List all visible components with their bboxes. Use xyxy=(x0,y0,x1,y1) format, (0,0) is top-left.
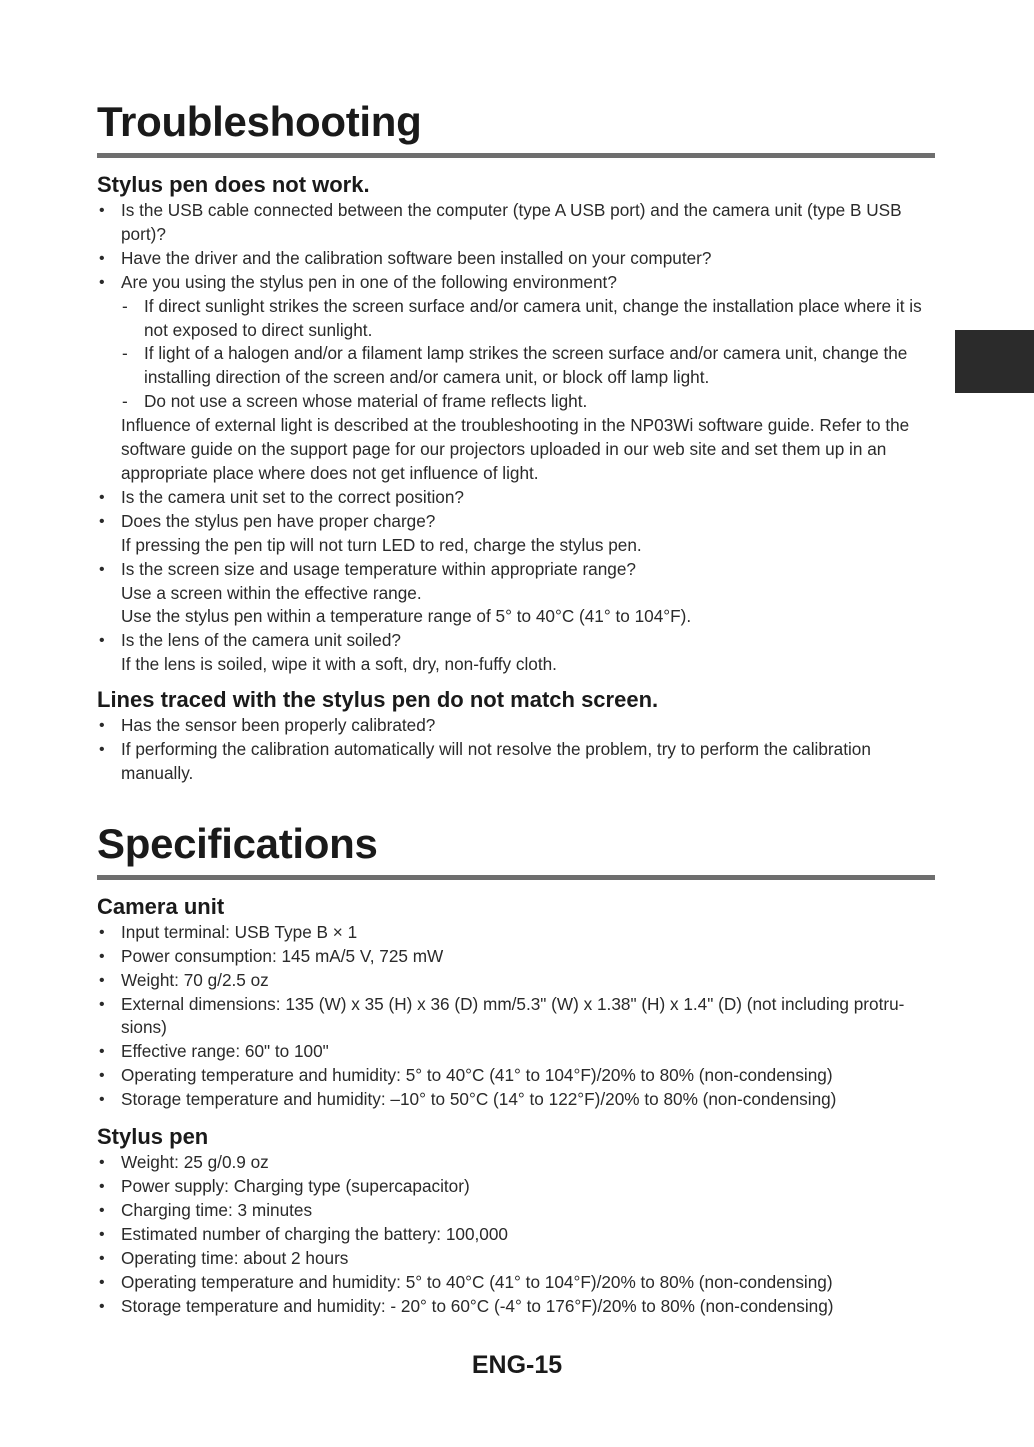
chapter-tab xyxy=(955,330,1034,393)
troubleshooting-title: Troubleshooting xyxy=(97,98,422,145)
list-item: • Input terminal: USB Type B × 1 xyxy=(97,921,935,945)
list-item: • Storage temperature and humidity: –10° to 50°C (14° to 122°F)/20% to 80% (non-condensing) xyxy=(97,1088,935,1112)
position-question: Is the camera unit set to the correct position? xyxy=(121,486,464,507)
list-item: • Charging time: 3 minutes xyxy=(97,1199,935,1223)
environment-list xyxy=(97,295,935,415)
stylus-pen-list xyxy=(97,1151,935,1318)
lens-question: • Is the lens of the camera unit soiled? xyxy=(121,630,401,651)
list-item: • Effective range: 60" to 100" xyxy=(97,1040,935,1064)
list-item xyxy=(97,558,935,630)
list-item xyxy=(97,486,935,510)
stylus-check-list xyxy=(97,486,935,677)
screen-answer-range: Use a screen within the effective range. xyxy=(121,582,422,603)
list-item: • Storage temperature and humidity: - 20° to 60°C (-4° to 176°F)/20% to 80% (non-condensing) xyxy=(97,1295,935,1319)
list-item xyxy=(97,629,935,677)
list-item: • Weight: 25 g/0.9 oz xyxy=(97,1151,935,1175)
list-item: - Do not use a screen whose material of frame reflects light. xyxy=(121,390,935,414)
environment-note: Influence of external light is described at the troubleshooting in the NP03Wi software guide. Refer to the software guide on the support page for our projectors uploaded in our web site and set them up in an appropriate place where does not get influence of light. xyxy=(121,415,910,483)
list-item: - If direct sunlight strikes the screen surface and/or camera unit, change the installation place where it is not exposed to direct sunlight. xyxy=(121,295,935,343)
list-item: • Estimated number of charging the battery: 100,000 xyxy=(97,1223,935,1247)
list-item xyxy=(97,510,935,558)
charge-answer: If pressing the pen tip will not turn LED to red, charge the stylus pen. xyxy=(121,534,642,555)
list-item: • Are you using the stylus pen in one of the following environment? xyxy=(97,271,935,295)
charge-question: • Does the stylus pen have proper charge? xyxy=(121,510,436,531)
screen-answer-temperature: Use the stylus pen within a temperature range of 5° to 40°C (41° to 104°F). xyxy=(121,606,692,627)
title-rule xyxy=(97,875,935,880)
list-item: • External dimensions: 135 (W) x 35 (H) x 36 (D) mm/5.3" (W) x 1.38" (H) x 1.4" (D) (not including protru-sions) xyxy=(97,993,935,1041)
specifications-title: Specifications xyxy=(97,819,378,867)
camera-unit-list xyxy=(97,921,935,1112)
title-rule xyxy=(97,153,935,158)
lines-not-match-list xyxy=(97,714,935,786)
list-item: • Have the driver and the calibration software been installed on your computer? xyxy=(97,247,935,271)
list-item: • Operating time: about 2 hours xyxy=(97,1247,935,1271)
list-item: • Has the sensor been properly calibrated? xyxy=(97,714,935,738)
lines-not-match-heading: Lines traced with the stylus pen do not match screen. xyxy=(97,687,659,713)
list-item: • Operating temperature and humidity: 5° to 40°C (41° to 104°F)/20% to 80% (non-condensing) xyxy=(97,1271,935,1295)
list-item: - If light of a halogen and/or a filament lamp strikes the screen surface and/or camera unit, change the installing direction of the screen and/or camera unit, or block off lamp light. xyxy=(121,342,935,390)
camera-unit-heading: Camera unit xyxy=(97,893,225,919)
page-number: ENG-15 xyxy=(471,1351,563,1379)
lens-answer: If the lens is soiled, wipe it with a soft, dry, non-fuffy cloth. xyxy=(121,654,557,675)
list-item: • Weight: 70 g/2.5 oz xyxy=(97,969,935,993)
list-item: • Operating temperature and humidity: 5° to 40°C (41° to 104°F)/20% to 80% (non-condensing) xyxy=(97,1064,935,1088)
list-item: • Power consumption: 145 mA/5 V, 725 mW xyxy=(97,945,935,969)
stylus-pen-heading: Stylus pen xyxy=(97,1124,209,1150)
stylus-not-work-list xyxy=(97,199,935,295)
screen-question: • Is the screen size and usage temperature within appropriate range? xyxy=(121,558,636,579)
list-item: • Power supply: Charging type (supercapacitor) xyxy=(97,1175,935,1199)
stylus-not-work-heading: Stylus pen does not work. xyxy=(97,172,370,197)
list-item: • If performing the calibration automatically will not resolve the problem, try to perform the calibration manually. xyxy=(97,738,935,786)
page-content xyxy=(97,96,935,1318)
list-item: • Is the USB cable connected between the computer (type A USB port) and the camera unit (type B USB port)? xyxy=(97,199,935,247)
